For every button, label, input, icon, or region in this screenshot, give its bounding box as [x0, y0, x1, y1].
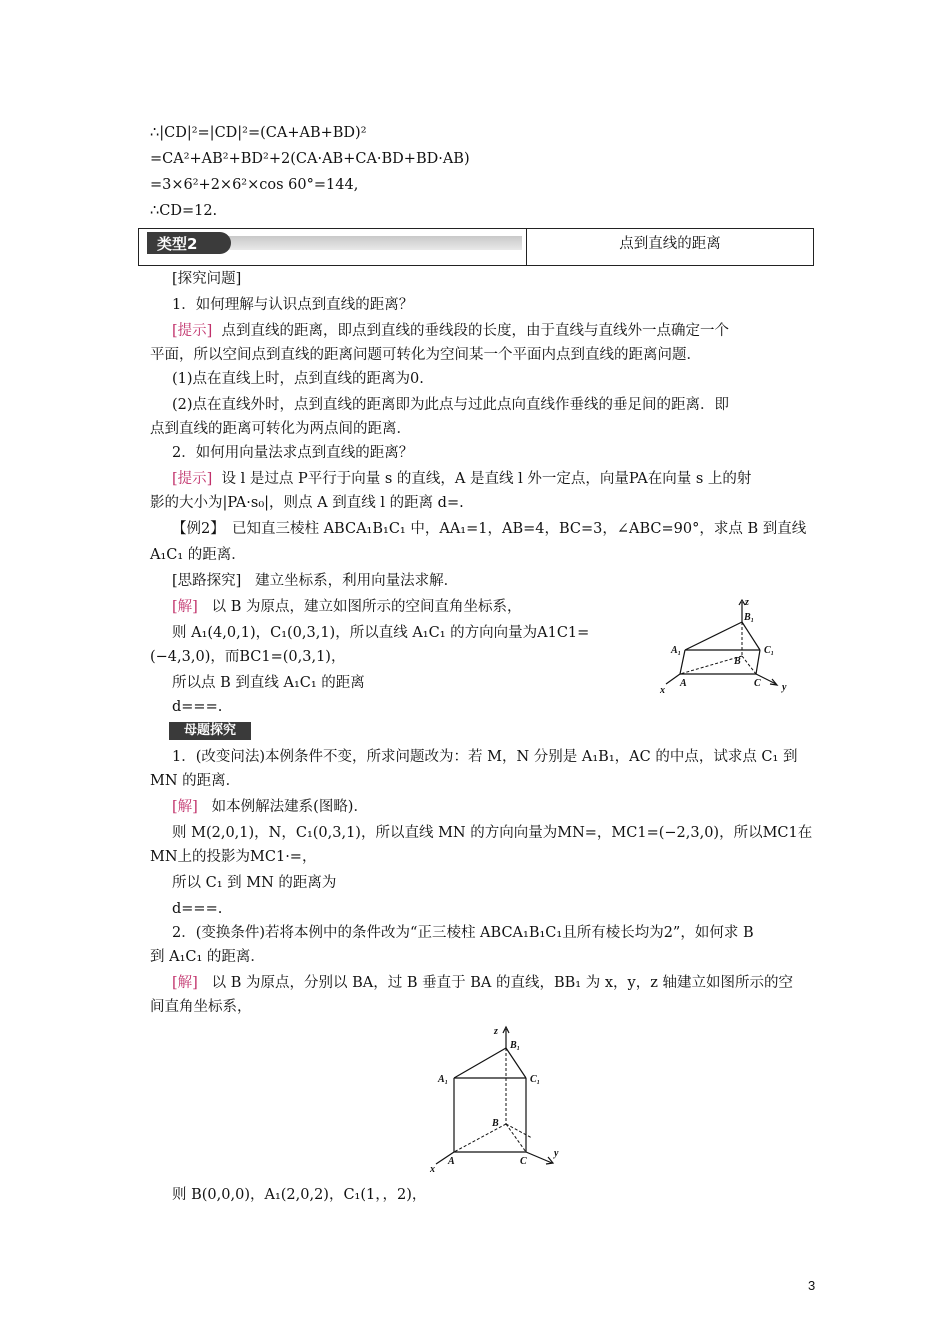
mother-topic-badge: 母题探究 [169, 722, 251, 740]
hint-1-line-a [172, 320, 729, 342]
solution-line-5: d===. [172, 699, 223, 715]
fig1-label: z [745, 597, 749, 608]
fig1-label: C [754, 678, 761, 689]
solution-tag: [解] [172, 599, 198, 615]
section-type-label: 类型2 [157, 235, 198, 253]
solution-line-1 [172, 596, 522, 618]
variant-2-solution-a [172, 972, 793, 994]
solution-line-2: 则 A₁(4,0,1)，C₁(0,3,1)，所以直线 A₁C₁ 的方向向量为A1C1= [172, 625, 590, 641]
fig1-x-axis [666, 674, 680, 684]
fig2-label: A₁ [438, 1074, 449, 1085]
fig2-label: B [492, 1118, 499, 1129]
section-title: 点到直线的距离 [619, 236, 721, 252]
fig1-label: y [782, 682, 787, 693]
fig2-edge-bc [506, 1124, 526, 1152]
example-line-1: 【例2】 已知直三棱柱 ABCA₁B₁C₁ 中，AA₁=1，AB=4，BC=3，∠ABC=90°，求点 B 到直线 [172, 521, 807, 537]
fig2-edge-b1c1 [506, 1048, 526, 1078]
variant-1-line-c: 则 M(2,0,1)，N，C₁(0,3,1)，所以直线 MN 的方向向量为MN=，MC1=(−2,3,0)，所以MC1在 [172, 825, 813, 841]
section-header-left [139, 229, 527, 265]
variant-1-line-f: d===. [172, 901, 223, 917]
variant-1-line-a: 1．(改变问法)本例条件不变，所求问题改为：若 M，N 分别是 A₁B₁，AC 的中点，试求点 C₁ 到 [172, 749, 798, 765]
variant-2-line-c: 则 B(0,0,0)，A₁(2,0,2)，C₁(1，，2)， [172, 1187, 427, 1203]
page-number: 3 [808, 1278, 816, 1293]
prism-figure-1 [650, 596, 810, 700]
idea-tag: [思路探究] [172, 573, 242, 589]
hint-tag: [提示] [172, 323, 213, 339]
explore-heading: [探究问题] [172, 271, 242, 287]
idea-text: 建立坐标系，利用向量法求解． [255, 573, 459, 589]
point-2-a: (2)点在直线外时，点到直线的距离即为此点与过此点向直线作垂线的垂足间的距离．即 [172, 397, 730, 413]
hint-tag: [提示] [172, 471, 213, 487]
fig1-label: A₁ [671, 645, 682, 656]
fig1-edge-c1c [756, 650, 760, 674]
solution-line-4: 所以点 B 到直线 A₁C₁ 的距离 [172, 675, 365, 691]
fig1-edge-ba [680, 656, 742, 674]
hint-2-line-b: 影的大小为|PA·s₀|，则点 A 到直线 l 的距离 d=. [150, 495, 464, 511]
variant-2-line-a: 2．(变换条件)若将本例中的条件改为“正三棱柱 ABCA₁B₁C₁且所有棱长均为2”，如何求 B [172, 925, 754, 941]
fig2-label: y [554, 1148, 559, 1159]
point-1: (1)点在直线上时，点到直线的距离为0. [172, 371, 424, 387]
fig1-label: C₁ [764, 645, 775, 656]
prism-figure-2 [420, 1024, 570, 1176]
hint-2-line-a [172, 468, 751, 490]
hint-2-text: 设 l 是过点 P平行于向量 s 的直线，A 是直线 l 外一定点，向量PA在向量 s 上的射 [221, 471, 752, 487]
fig2-label: z [494, 1026, 498, 1037]
variant-2-line-b: 到 A₁C₁ 的距离． [150, 949, 265, 965]
point-2-b: 点到直线的距离可转化为两点间的距离． [150, 421, 411, 437]
variant-1-line-e: 所以 C₁ 到 MN 的距离为 [172, 875, 337, 891]
solution-tag: [解] [172, 799, 198, 815]
fig1-edge-b1c1 [742, 622, 760, 650]
solution-text: 如本例解法建系(图略)． [211, 799, 368, 815]
hint-1-line-b: 平面，所以空间点到直线的距离问题可转化为空间某一个平面内点到直线的距离问题． [150, 347, 701, 363]
section-header [138, 228, 814, 266]
solution-text: 以 B 为原点，建立如图所示的空间直角坐标系， [211, 599, 522, 615]
idea-line [172, 570, 458, 592]
solution-line-3: (−4,3,0)，而BC1=(0,3,1)， [150, 649, 346, 665]
intro-line-1: ∴|CD|²=|CD|²=(CA+AB+BD)² [150, 125, 367, 141]
fig2-edge-a1b1 [454, 1048, 506, 1078]
example-line-2: A₁C₁ 的距离． [150, 547, 246, 563]
fig1-label: A [680, 678, 687, 689]
variant-1-line-d: MN上的投影为MC1·=， [150, 849, 317, 865]
fig1-label: B [734, 656, 741, 667]
question-1: 1．如何理解与认识点到直线的距离？ [172, 297, 414, 313]
fig1-label: B₁ [744, 612, 755, 623]
hint-1-text: 点到直线的距离，即点到直线的垂线段的长度，由于直线与直线外一点确定一个 [221, 323, 730, 339]
question-2: 2．如何用向量法求点到直线的距离？ [172, 445, 414, 461]
fig2-label: B₁ [510, 1040, 521, 1051]
fig2-y-axis-hidden [506, 1124, 532, 1138]
fig1-label: x [660, 685, 665, 696]
intro-line-4: ∴CD=12. [150, 203, 218, 219]
fig2-label: x [430, 1164, 435, 1175]
fig1-edge-a1b1 [685, 622, 742, 650]
solution-text: 以 B 为原点，分别以 BA，过 B 垂直于 BA 的直线，BB₁ 为 x，y，z 轴建立如图所示的空 [211, 975, 793, 991]
intro-line-2: =CA²+AB²+BD²+2(CA·AB+CA·BD+BD·AB) [150, 151, 470, 167]
fig2-label: C [520, 1156, 527, 1167]
section-type-tab [147, 232, 231, 254]
intro-line-3: =3×6²+2×6²×cos 60°=144, [150, 177, 359, 193]
solution-tag: [解] [172, 975, 198, 991]
variant-2-solution-b: 间直角坐标系， [150, 999, 252, 1015]
fig2-label: C₁ [530, 1074, 541, 1085]
variant-1-line-b: MN 的距离． [150, 773, 241, 789]
fig2-label: A [448, 1156, 455, 1167]
fig1-edge-bc [742, 656, 756, 674]
variant-1-solution [172, 796, 368, 818]
